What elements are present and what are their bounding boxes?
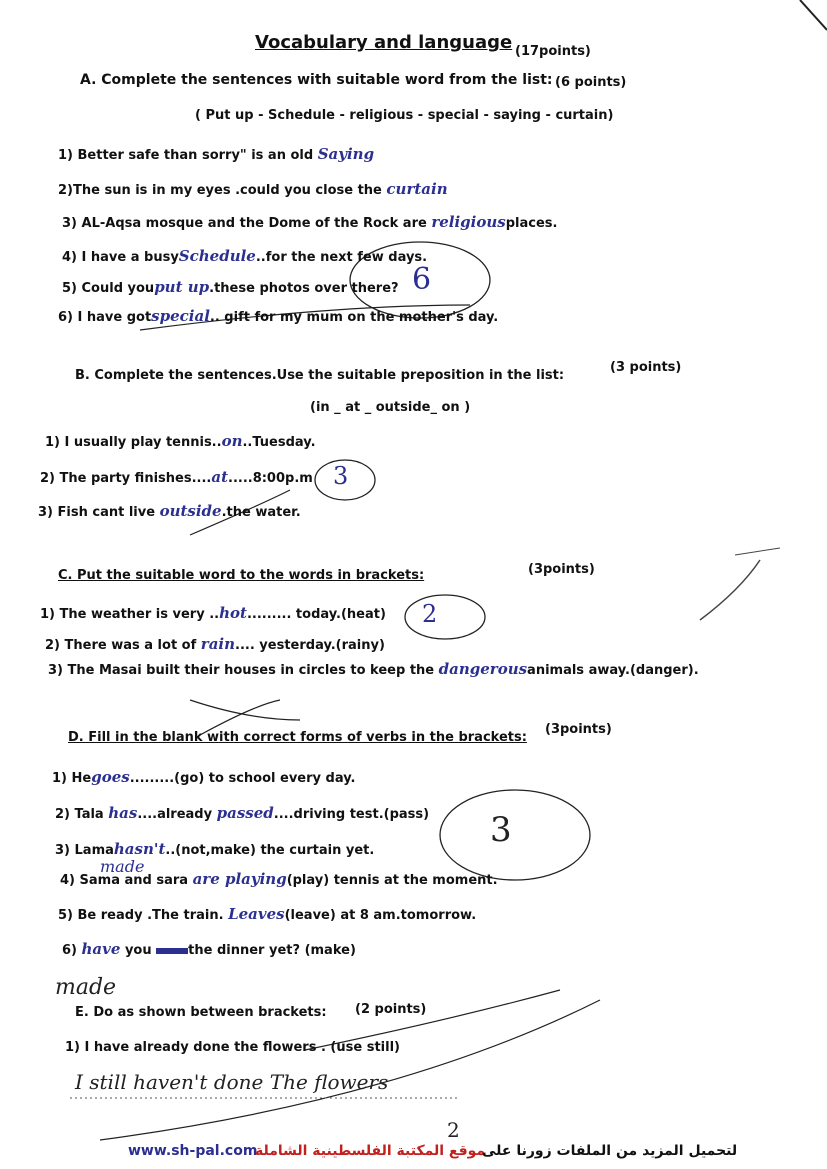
question-text: 5) Be ready .The train. — [58, 908, 224, 923]
question-text-mid: you — [124, 943, 152, 958]
margin-note-made: made — [55, 975, 117, 1000]
handwritten-answer: has — [108, 804, 138, 822]
margin-note-made: made — [100, 857, 145, 876]
section-a-heading: A. Complete the sentences with suitable word from the list: — [80, 72, 553, 88]
question-text: 2) The party finishes.... — [40, 471, 212, 486]
handwritten-answer: Saying — [317, 145, 375, 163]
handwritten-answer: hasn't — [113, 840, 166, 858]
question-text: 2)The sun is in my eyes .could you close the — [58, 183, 382, 198]
question-text-after: ..Tuesday. — [242, 435, 316, 450]
section-e-points: (2 points) — [355, 1002, 427, 1017]
section-c-item-1 — [40, 604, 386, 622]
section-c-points: (3points) — [528, 562, 595, 577]
section-d-score: 3 — [490, 810, 512, 850]
question-text-after: .. gift for my mum on the mother's day. — [209, 310, 499, 325]
handwritten-answer: goes — [91, 768, 130, 786]
question-text-after: the dinner yet? (make) — [188, 943, 356, 958]
section-b-item-2 — [40, 468, 313, 486]
handwritten-answer: dangerous — [438, 660, 528, 678]
question-text: 3) AL-Aqsa mosque and the Dome of the Rock are — [62, 216, 427, 231]
section-b-item-1 — [45, 432, 316, 450]
question-text: 1) I usually play tennis.. — [45, 435, 222, 450]
footer-site-name[interactable]: موقع المكتبة الفلسطينية الشاملة — [255, 1143, 486, 1159]
total-points: (17points) — [515, 44, 591, 59]
question-text: 5) Could you — [62, 281, 155, 296]
section-c-item-2 — [45, 635, 385, 653]
question-text-after: (leave) at 8 am.tomorrow. — [284, 908, 477, 923]
section-d-item-6 — [62, 940, 356, 958]
question-text: 3) Fish cant live — [38, 505, 156, 520]
question-text: 4) Sama and sara — [60, 873, 189, 888]
question-text: 4) I have a busy — [62, 250, 179, 265]
handwritten-answer: rain — [200, 635, 236, 653]
question-text-after: .... yesterday.(rainy) — [235, 638, 385, 653]
handwritten-answer-2: passed — [216, 804, 274, 822]
page-number: 2 — [447, 1118, 460, 1142]
question-text: 2) Tala — [55, 807, 104, 822]
question-text-mid: ....already — [137, 807, 213, 822]
section-b-word-list: (in _ at _ outside_ on ) — [310, 400, 471, 415]
page-title: Vocabulary and language — [255, 32, 513, 53]
section-a-word-list: ( Put up - Schedule - religious - special - saying - curtain) — [195, 108, 614, 123]
section-d-item-2 — [55, 804, 429, 822]
handwritten-answer: special — [151, 307, 210, 325]
footer-download-text: لتحميل المزيد من الملفات زورنا على — [482, 1143, 738, 1159]
footer-url[interactable]: www.sh-pal.com — [128, 1143, 258, 1159]
handwritten-answer: religious — [431, 213, 506, 231]
section-a-score: 6 — [412, 262, 432, 297]
question-text: 1) He — [52, 771, 92, 786]
section-e-item-1: 1) I have already done the flowers . (use still) — [65, 1040, 400, 1055]
question-text-after: .....8:00p.m — [228, 471, 313, 486]
question-text-after: places. — [505, 216, 558, 231]
section-a-item-1 — [58, 145, 374, 163]
section-d-item-5 — [58, 905, 476, 923]
question-text-after: .the water. — [221, 505, 301, 520]
question-text: 3) Lama — [55, 843, 114, 858]
handwritten-answer: outside — [159, 502, 222, 520]
question-text-after: (play) tennis at the moment. — [286, 873, 498, 888]
question-text-after: ....driving test.(pass) — [273, 807, 430, 822]
handwritten-answer: hot — [219, 604, 247, 622]
question-text-after: ..(not,make) the curtain yet. — [165, 843, 375, 858]
question-text: 3) The Masai built their houses in circles to keep the — [48, 663, 435, 678]
section-d-item-3 — [55, 840, 374, 858]
section-d-points: (3points) — [545, 722, 612, 737]
section-b-score: 3 — [333, 462, 349, 490]
section-a-item-6 — [58, 307, 498, 325]
section-a-points: (6 points) — [555, 75, 627, 90]
handwritten-answer: Schedule — [178, 247, 256, 265]
section-d-item-1 — [52, 768, 355, 786]
question-text-after: ..for the next few days. — [255, 250, 428, 265]
section-c-item-3 — [48, 660, 699, 678]
section-a-item-2 — [58, 180, 448, 198]
scribble-mark — [156, 948, 188, 954]
handwritten-answer: put up — [154, 278, 210, 296]
question-text: 2) There was a lot of — [45, 638, 197, 653]
question-text: 1) The weather is very .. — [40, 607, 220, 622]
section-c-score: 2 — [422, 600, 438, 628]
question-text-after: .these photos over there? — [209, 281, 399, 296]
question-text-after: .........(go) to school every day. — [129, 771, 356, 786]
handwritten-answer: on — [221, 432, 243, 450]
question-text-after: ......... today.(heat) — [246, 607, 386, 622]
handwritten-answer: Leaves — [228, 905, 285, 923]
handwritten-answer: at — [211, 468, 228, 486]
section-b-points: (3 points) — [610, 360, 682, 375]
section-d-heading: D. Fill in the blank with correct forms of verbs in the brackets: — [68, 730, 527, 745]
section-b-heading: B. Complete the sentences.Use the suitable preposition in the list: — [75, 368, 565, 383]
section-a-item-4 — [62, 247, 427, 265]
question-text-after: animals away.(danger). — [527, 663, 699, 678]
section-d-item-4 — [60, 870, 498, 888]
handwritten-answer: I still haven't done The flowers — [75, 1070, 389, 1094]
question-text: 1) Better safe than sorry" is an old — [58, 148, 314, 163]
section-c-heading: C. Put the suitable word to the words in brackets: — [58, 568, 425, 583]
section-a-item-5 — [62, 278, 399, 296]
handwritten-answer: curtain — [386, 180, 448, 198]
question-text: 6) — [62, 943, 77, 958]
section-e-heading: E. Do as shown between brackets: — [75, 1005, 327, 1020]
handwritten-answer: have — [81, 940, 121, 958]
handwritten-answer: are playing — [192, 870, 287, 888]
section-a-item-3 — [62, 213, 557, 231]
question-text: 6) I have got — [58, 310, 152, 325]
section-b-item-3 — [38, 502, 301, 520]
